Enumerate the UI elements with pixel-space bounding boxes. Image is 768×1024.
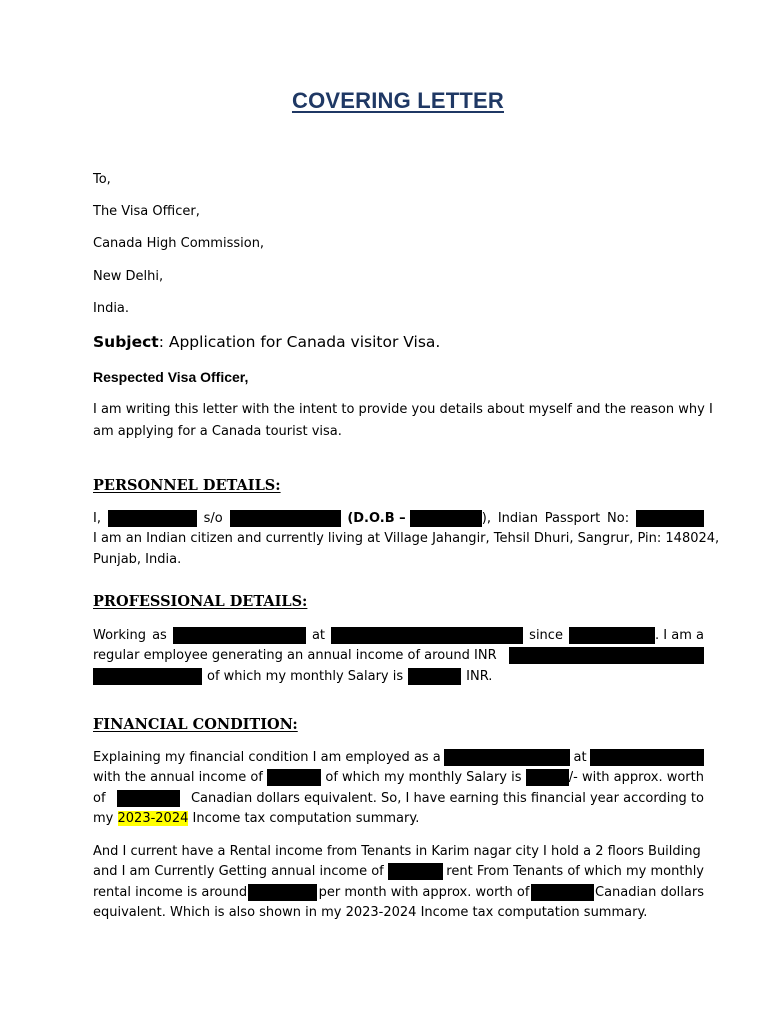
redaction-passport-number xyxy=(636,510,704,527)
redaction-company xyxy=(590,749,704,766)
address-line-officer: The Visa Officer, xyxy=(93,204,200,219)
year-group xyxy=(93,808,419,829)
redaction-join-date xyxy=(569,627,655,644)
redaction-designation xyxy=(173,627,306,644)
professional-paragraph xyxy=(93,625,704,687)
text-of: of xyxy=(93,790,106,806)
personnel-line-2 xyxy=(93,529,720,550)
text-since: since xyxy=(529,627,563,643)
financial-heading: FINANCIAL CONDITION: xyxy=(93,716,298,733)
redaction-job-title xyxy=(444,749,570,766)
rental-around-text: rental income is around xyxy=(93,884,248,900)
text-my: my xyxy=(93,811,114,827)
redaction-annual-income xyxy=(509,647,704,664)
redaction-annual-income-cont xyxy=(93,668,202,685)
text-passport: Passport xyxy=(544,510,601,526)
financial-annual-text: with the annual income of xyxy=(93,770,263,786)
financial-summary-text: Income tax computation summary. xyxy=(192,811,420,827)
professional-heading: PROFESSIONAL DETAILS: xyxy=(93,593,308,610)
financial-employed-text: Explaining my financial condition I am employed as a xyxy=(93,749,441,765)
intro-line-1: I am writing this letter with the intent to provide you details about myself and the reason why I xyxy=(93,402,713,417)
financial-p2-line-4 xyxy=(93,903,704,924)
professional-line-2 xyxy=(93,646,704,667)
redaction-annual-amount xyxy=(267,769,321,786)
personnel-line-1 xyxy=(93,508,704,529)
redaction-monthly-rent xyxy=(248,884,317,901)
professional-line-1 xyxy=(93,625,704,646)
dob-group xyxy=(347,508,491,529)
professional-line-3 xyxy=(93,666,704,687)
text-at: at xyxy=(311,627,326,643)
text-dob: (D.O.B – xyxy=(347,510,406,526)
personnel-line-3 xyxy=(93,549,704,570)
address-line-to: To, xyxy=(93,172,111,187)
redaction-father-name xyxy=(230,510,341,527)
personnel-address-text: I am an Indian citizen and currently living at Village Jahangir, Tehsil Dhuri, Sangrur, Pin: 148024, xyxy=(93,531,720,547)
text-iam: . I am a xyxy=(655,627,704,643)
redaction-rent-amount xyxy=(388,863,443,880)
rental-tenants-text: rent From Tenants of which my monthly xyxy=(446,864,704,880)
redaction-rent-cad xyxy=(531,884,594,901)
financial-salary-text: of which my monthly Salary is xyxy=(325,770,522,786)
address-line-country: India. xyxy=(93,301,130,316)
rental-annual-text: and I am Currently Getting annual income of xyxy=(93,864,384,880)
financial-p1-line-4 xyxy=(93,809,704,830)
subject-label: Subject xyxy=(93,333,159,351)
professional-income-text: regular employee generating an annual income of around INR xyxy=(93,648,497,664)
text-dob-close: ), xyxy=(481,510,491,526)
rental-worth-text: per month with approx. worth of xyxy=(318,884,530,900)
professional-salary-text: of which my monthly Salary is xyxy=(207,668,404,684)
subject-text: : Application for Canada visitor Visa. xyxy=(158,333,441,351)
financial-equivalent-text: Canadian dollars equivalent. So, I have earning this financial year according to xyxy=(190,790,704,806)
since-group xyxy=(569,625,704,646)
financial-paragraph-2 xyxy=(93,841,704,923)
text-indian: Indian xyxy=(497,510,538,526)
letter-title: COVERING LETTER xyxy=(291,88,504,113)
redaction-monthly-salary xyxy=(408,668,461,685)
redaction-employer xyxy=(331,627,523,644)
financial-p2-line-2 xyxy=(93,862,704,883)
salary-group xyxy=(526,767,704,788)
personnel-heading: PERSONNEL DETAILS: xyxy=(93,477,281,494)
text-i: I, xyxy=(93,510,101,526)
rental-summary-text: equivalent. Which is also shown in my 2023-2024 Income tax computation summary. xyxy=(93,905,648,921)
text-inr: INR. xyxy=(466,668,493,684)
personnel-paragraph xyxy=(93,508,720,570)
financial-worth-text: /- with approx. worth xyxy=(568,770,704,786)
rental-cad-text: Canadian dollars xyxy=(595,884,704,900)
address-line-city: New Delhi, xyxy=(93,269,164,284)
redaction-cad-amount xyxy=(117,790,180,807)
text-at: at xyxy=(573,749,587,765)
text-as: as xyxy=(152,627,167,643)
subject-line xyxy=(93,334,440,350)
address-line-commission: Canada High Commission, xyxy=(93,236,265,251)
text-no: No: xyxy=(607,510,630,526)
personnel-state-text: Punjab, India. xyxy=(93,551,182,567)
highlighted-year: 2023-2024 xyxy=(117,811,189,827)
financial-p1-line-1 xyxy=(93,747,704,768)
financial-p2-line-1 xyxy=(93,841,704,862)
redaction-dob xyxy=(410,510,482,527)
text-working: Working xyxy=(93,627,147,643)
redaction-salary-amount xyxy=(526,769,569,786)
text-so: s/o xyxy=(203,510,223,526)
financial-p1-line-3 xyxy=(93,788,704,809)
financial-p1-line-2 xyxy=(93,768,704,789)
redaction-name xyxy=(108,510,197,527)
financial-paragraph-1 xyxy=(93,747,704,829)
salutation: Respected Visa Officer, xyxy=(93,369,249,385)
financial-p2-line-3 xyxy=(93,882,704,903)
rental-intro-text: And I current have a Rental income from Tenants in Karim nagar city I hold a 2 floors Building xyxy=(93,843,701,859)
intro-line-2: am applying for a Canada tourist visa. xyxy=(93,424,342,439)
